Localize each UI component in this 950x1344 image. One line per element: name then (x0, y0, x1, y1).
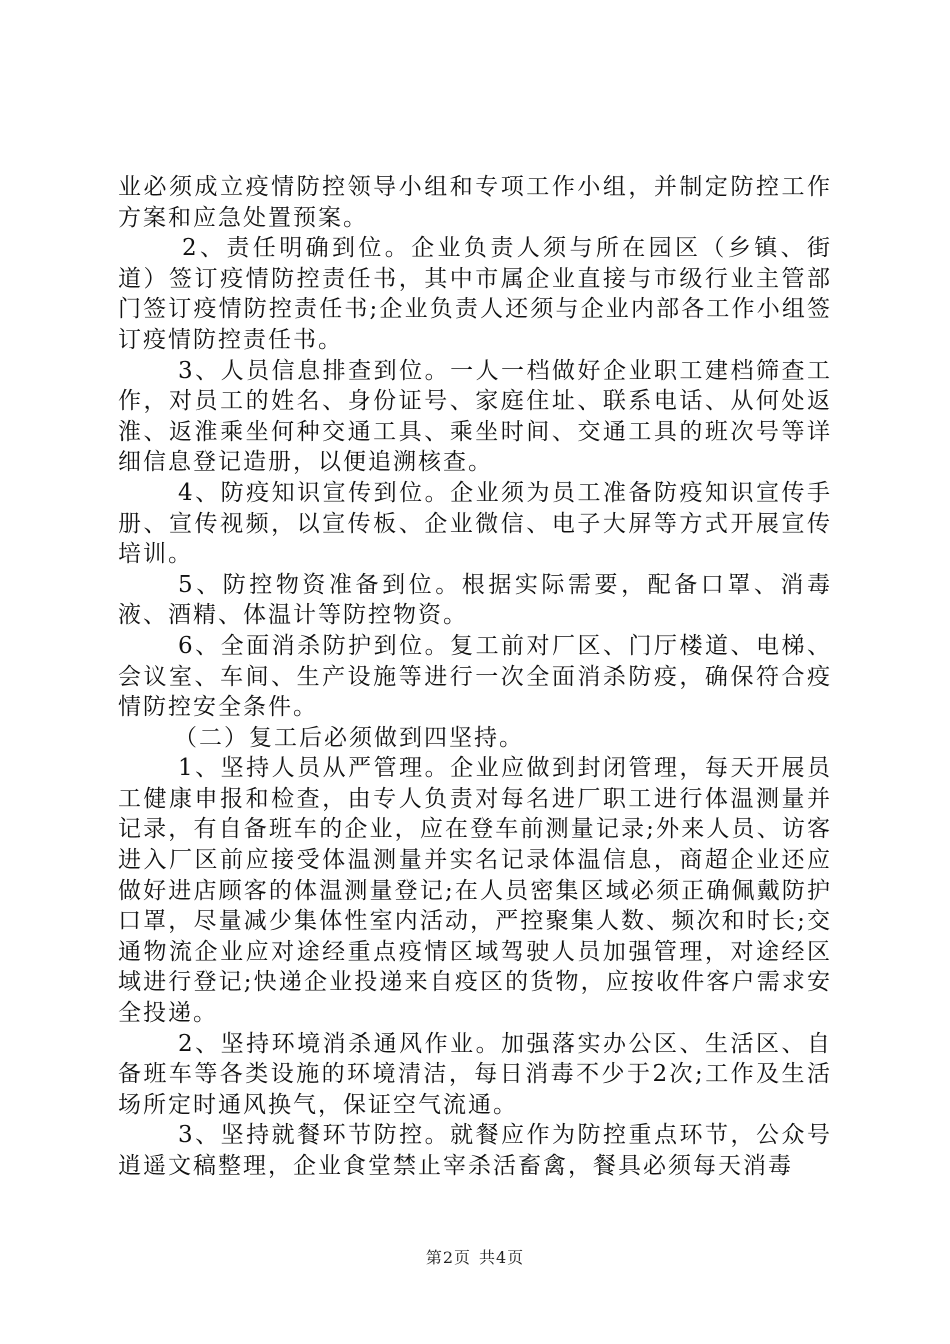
paragraph: 6、全面消杀防护到位。复工前对厂区、门厅楼道、电梯、会议室、车间、生产设施等进行一次全面消杀防疫，确保符合疫情防控安全条件。 (118, 632, 832, 721)
paragraph: 1、坚持人员从严管理。企业应做到封闭管理，每天开展员工健康申报和检查，由专人负责对每名进厂职工进行体温测量并记录，有自备班车的企业，应在登车前测量记录;外来人员、访客进入厂区前应接受体温测量并实名记录体温信息，商超企业还应做好进店顾客的体温测量登记;在人员密集区域必须正确佩戴防护口罩，尽量减少集体性室内活动，严控聚集人数、频次和时长;交通物流企业应对途经重点疫情区域驾驶人员加强管理，对途经区域进行登记;快递企业投递来自疫区的货物，应按收件客户需求安全投递。 (118, 755, 832, 1027)
paragraph: 业必须成立疫情防控领导小组和专项工作小组，并制定防控工作方案和应急处置预案。 (118, 174, 832, 231)
paragraph: 2、责任明确到位。企业负责人须与所在园区（乡镇、街道）签订疫情防控责任书，其中市属企业直接与市级行业主管部门签订疫情防控责任书;企业负责人还须与企业内部各工作小组签订疫情防控责任书。 (118, 235, 832, 353)
page-total: 共4页 (479, 1248, 525, 1267)
page-footer (0, 1245, 950, 1268)
paragraph: 3、人员信息排查到位。一人一档做好企业职工建档筛查工作，对员工的姓名、身份证号、家庭住址、联系电话、从何处返淮、返淮乘坐何种交通工具、乘坐时间、交通工具的班次号等详细信息登记造册，以便追溯核查。 (118, 357, 832, 476)
paragraph: 4、防疫知识宣传到位。企业须为员工准备防疫知识宣传手册、宣传视频，以宣传板、企业微信、电子大屏等方式开展宣传培训。 (118, 479, 832, 568)
section-heading: （二）复工后必须做到四坚持。 (174, 724, 524, 751)
body-text (118, 172, 832, 1182)
paragraph: 3、坚持就餐环节防控。就餐应作为防控重点环节，公众号逍遥文稿整理，企业食堂禁止宰杀活畜禽，餐具必须每天消毒 (118, 1122, 832, 1179)
page-number: 第2页 (425, 1248, 471, 1267)
paragraph: 2、坚持环境消杀通风作业。加强落实办公区、生活区、自备班车等各类设施的环境清洁，每日消毒不少于2次;工作及生活场所定时通风换气，保证空气流通。 (118, 1030, 832, 1118)
paragraph: 5、防控物资准备到位。根据实际需要，配备口罩、消毒液、酒精、体温计等防控物资。 (118, 571, 832, 629)
